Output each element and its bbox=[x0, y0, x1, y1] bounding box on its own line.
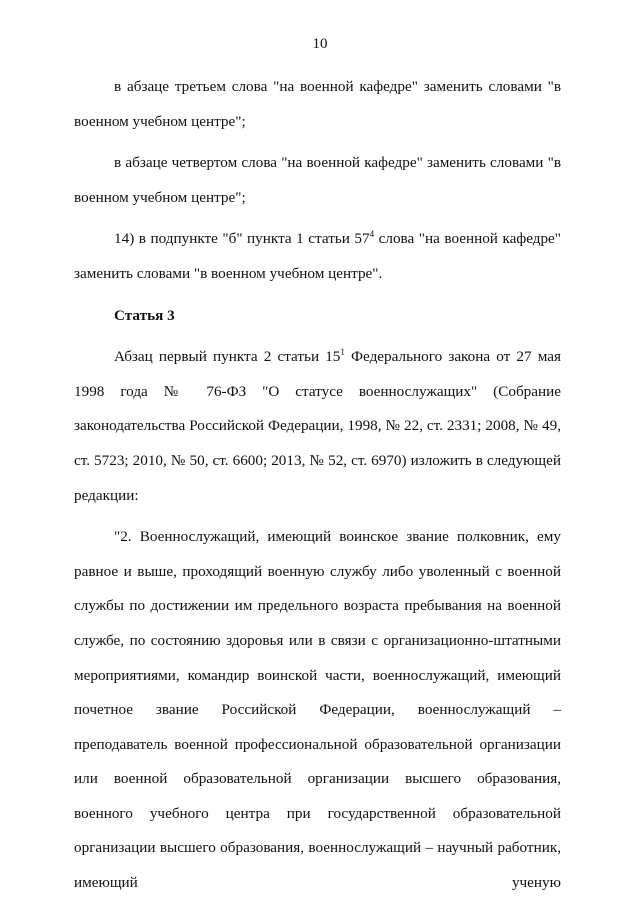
item-14-superscript: 4 bbox=[369, 229, 375, 240]
article-3-superscript: 1 bbox=[340, 347, 345, 358]
item-14-text-start: 14) в подпункте "б" пункта 1 статьи 57 bbox=[114, 230, 370, 248]
article-3-text-start: Абзац первый пункта 2 статьи 15 bbox=[114, 348, 341, 366]
document-body bbox=[74, 70, 561, 901]
paragraph-amend-fourth: в абзаце четвертом слова "на военной кафедре" заменить словами "в военном учебном центре"; bbox=[74, 154, 561, 206]
article-3-text-end: Федерального закона от 27 мая 1998 года № 76-ФЗ "О статусе военнослужащих" (Собрание законодательства Российской Федерации, 1998, № 22, ст. 2331; 2008, № 49, ст. 5723; 2010, № 50, ст. 6600; 2013, № 52, ст. 6970) изложить в следующей редакции: bbox=[74, 348, 561, 504]
paragraph-article-3-intro bbox=[74, 340, 561, 513]
paragraph-amend-third: в абзаце третьем слова "на военной кафедре" заменить словами "в военном учебном центре"; bbox=[74, 78, 561, 130]
paragraph-item-14 bbox=[74, 222, 561, 291]
item-14-text-end: слова "на военной кафедре" заменить словами "в военном учебном центре". bbox=[74, 230, 561, 282]
article-heading: Статья 3 bbox=[114, 306, 175, 324]
page-number: 10 bbox=[312, 36, 328, 52]
paragraph-new-wording: "2. Военнослужащий, имеющий воинское звание полковник, ему равное и выше, проходящий военную службу либо уволенный с военной службы по достижении им предельного возраста пребывания на военной службе, по состоянию здоровья или в связи с организационно-штатными мероприятиями, командир воинской части, военнослужащий, имеющий почетное звание Российской Федерации, военнослужащий – преподаватель военной профессиональной образовательной организации или военной образовательной организации высшего образования, военного учебного центра при государственной образовательной организации высшего образования, военнослужащий – научный работник, имеющий ученую bbox=[74, 528, 561, 892]
